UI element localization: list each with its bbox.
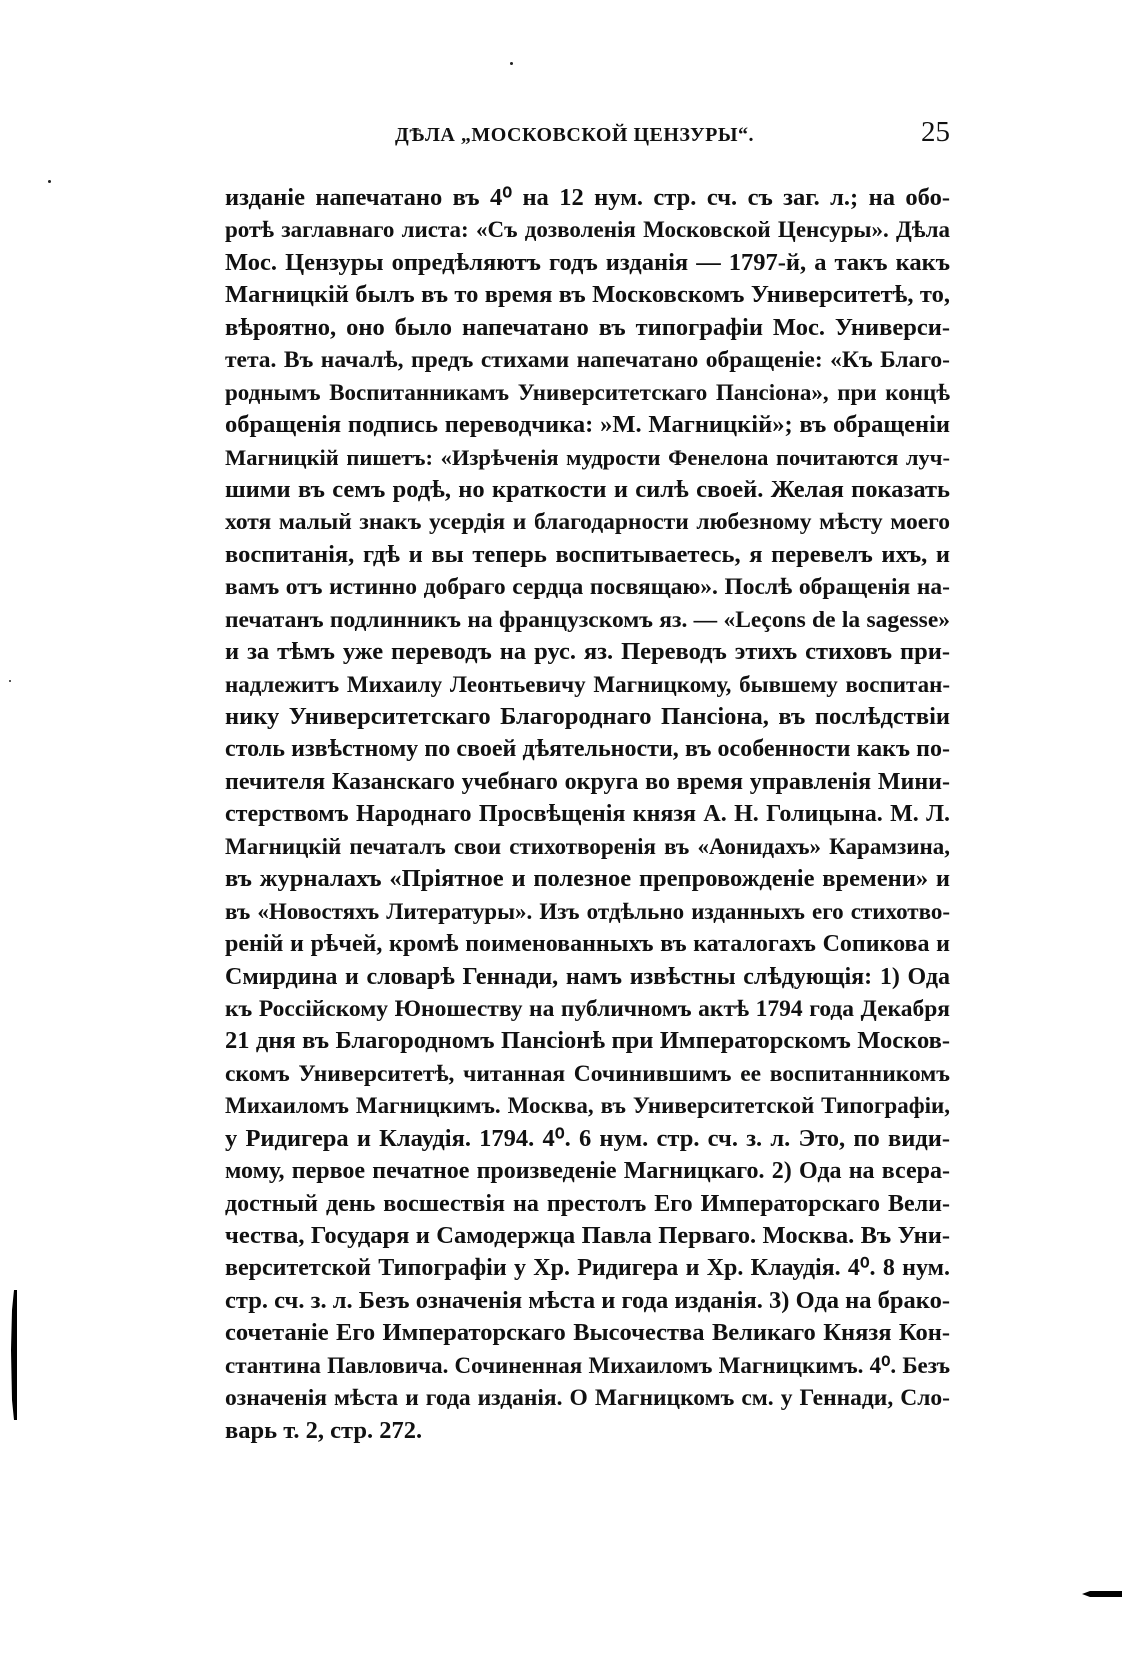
text-line: верситетской Типографіи у Хр. Ридигера и Хр. Клаудія. 4⁰. 8 нум. bbox=[225, 1255, 950, 1282]
text-line: нику Университетскаго Благороднаго Пансіона, въ послѣдствіи bbox=[225, 703, 950, 730]
text-line: печителя Казанскаго учебнаго округа во время управленія Мини- bbox=[225, 768, 950, 795]
edge-dash-mark bbox=[1082, 1590, 1122, 1598]
text-line: въ журналахъ «Пріятное и полезное препровожденіе времени» и bbox=[225, 865, 950, 893]
text-line: воспитанія, гдѣ и вы теперь воспитываетесь, я перевелъ ихъ, и bbox=[225, 540, 950, 568]
text-line: тета. Въ началѣ, предъ стихами напечатано обращеніе: «Къ Благо- bbox=[225, 347, 950, 374]
text-line: надлежитъ Михаилу Леонтьевичу Магницкому, бывшему воспитан- bbox=[225, 671, 950, 697]
text-line: варь т. 2, стр. 272. bbox=[225, 1416, 423, 1444]
text-line: Михаиломъ Магницкимъ. Москва, въ Университетской Типографіи, bbox=[225, 1093, 950, 1119]
text-line: шими въ семъ родѣ, но краткости и силѣ своей. Желая показать bbox=[225, 475, 950, 503]
text-line: чества, Государя и Самодержца Павла Перваго. Москва. Въ Уни- bbox=[225, 1222, 950, 1249]
text-line: столь извѣстному по своей дѣятельности, въ особенности какъ по- bbox=[225, 736, 950, 763]
text-line: стантина Павловича. Сочиненная Михаиломъ Магницкимъ. 4⁰. Безъ bbox=[225, 1352, 950, 1378]
text-line: вамъ отъ истинно добраго сердца посвящаю». Послѣ обращенія на- bbox=[225, 574, 950, 601]
text-line: сочетаніе Его Императорскаго Высочества Великаго Князя Кон- bbox=[225, 1319, 950, 1347]
text-line: стерствомъ Народнаго Просвѣщенія князя А. Н. Голицына. М. Л. bbox=[225, 801, 950, 828]
text-line: хотя малый знакъ усердія и благодарности любезному мѣсту моего bbox=[225, 509, 950, 536]
binding-edge-mark bbox=[8, 1290, 18, 1420]
scan-speck bbox=[48, 180, 51, 183]
text-line: достный день восшествія на престолъ Его Императорскаго Вели- bbox=[225, 1190, 950, 1217]
text-line: мому, первое печатное произведеніе Магницкаго. 2) Ода на всера- bbox=[225, 1158, 950, 1185]
scan-speck bbox=[510, 62, 513, 65]
page-number: 25 bbox=[921, 116, 950, 148]
text-line: и за тѣмъ уже переводъ на рус. яз. Переводъ этихъ стиховъ при- bbox=[225, 638, 950, 666]
text-line: Магницкій печаталъ свои стихотворенія въ «Аонидахъ» Карамзина, bbox=[225, 833, 950, 859]
text-line: Магницкій былъ въ то время въ Московскомъ Университетѣ, то, bbox=[225, 281, 950, 309]
text-line: въ «Новостяхъ Литературы». Изъ отдѣльно изданныхъ его стихотво- bbox=[225, 898, 950, 924]
text-line: Смирдина и словарѣ Геннади, намъ извѣстны слѣдующія: 1) Ода bbox=[225, 963, 950, 990]
text-line: Мос. Цензуры опредѣляютъ годъ изданія — 1797-й, а такъ какъ bbox=[225, 248, 950, 276]
text-line: печатанъ подлинникъ на французскомъ яз. — «Leçons de la sagesse» bbox=[225, 606, 950, 633]
text-line: скомъ Университетѣ, читанная Сочинившимъ ее воспитанникомъ bbox=[225, 1060, 950, 1087]
running-head bbox=[225, 118, 950, 158]
scan-speck bbox=[9, 680, 11, 682]
body-paragraph bbox=[225, 182, 950, 1447]
text-line: у Ридигера и Клаудія. 1794. 4⁰. 6 нум. стр. сч. з. л. Это, по види- bbox=[225, 1124, 950, 1152]
text-line: роднымъ Воспитанникамъ Университетскаго Пансіона», при концѣ bbox=[225, 379, 950, 405]
text-line: стр. сч. з. л. Безъ означенія мѣста и года изданія. 3) Ода на брако- bbox=[225, 1286, 950, 1314]
text-line: къ Россійскому Юношеству на публичномъ актѣ 1794 года Декабря bbox=[225, 995, 950, 1022]
running-title: ДѢЛА „МОСКОВСКОЙ ЦЕНЗУРЫ“. bbox=[395, 124, 755, 146]
text-line: означенія мѣста и года изданія. О Магницкомъ см. у Геннади, Сло- bbox=[225, 1385, 950, 1412]
text-line: реній и рѣчей, кромѣ поименованныхъ въ каталогахъ Сопикова и bbox=[225, 931, 950, 958]
text-line: 21 дня въ Благородномъ Пансіонѣ при Императорскомъ Москов- bbox=[225, 1027, 950, 1055]
text-line: вѣроятно, оно было напечатано въ типографіи Мос. Универси- bbox=[225, 313, 950, 341]
text-line: обращенія подпись переводчика: »М. Магницкій»; въ обращеніи bbox=[225, 411, 950, 439]
text-line: Магницкій пишетъ: «Изрѣченія мудрости Фенелона почитаются луч- bbox=[225, 444, 950, 470]
text-line: изданіе напечатано въ 4⁰ на 12 нум. стр. сч. съ заг. л.; на обо- bbox=[225, 184, 950, 211]
text-line: ротѣ заглавнаго листа: «Съ дозволенія Московской Ценсуры». Дѣла bbox=[225, 217, 950, 243]
